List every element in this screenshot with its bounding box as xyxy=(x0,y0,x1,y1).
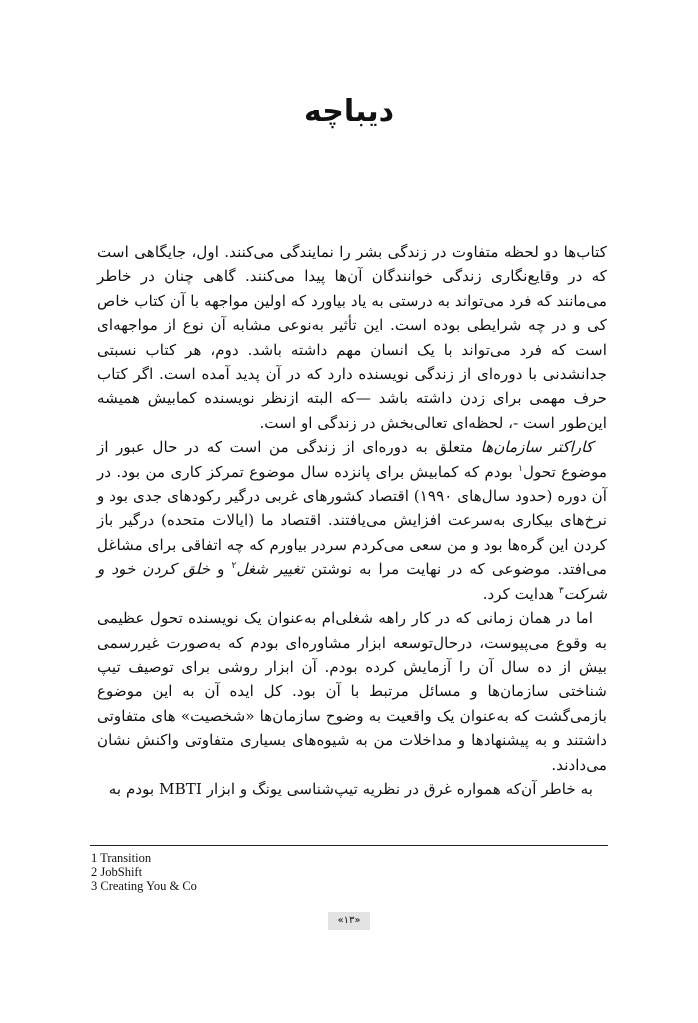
paragraph-3: اما در همان زمانی که در کار راهه شغلی‌ام به‌عنوان یک نویسنده تحول عظیمی به وقوع می‌پیوست، درحال‌توسعه ابزار مشاوره‌ای بودم که به‌صورت غیررسمی بیش از ده سال آن را آزمایش کرده بودم. آن ابزار روشی برای توصیف تیپ شناختی سازمان‌ها و مسائل مرتبط با آن بود. کل ایده آن به این موضوع بازمی‌گشت که به‌عنوان یک واقعیت به وضوح سازمان‌ها «شخصیت» های متفاوتی داشتند و به پیشنهادها و مداخلات من به شیوه‌های بسیاری متفاوتی واکنش نشان می‌دادند. xyxy=(97,609,607,774)
paragraph-2-text-1: متعلق به دوره‌ای از زندگی من است که در حال عبور از موضوع تحول xyxy=(97,438,607,481)
book-title-jobshift: تغییر شغل xyxy=(236,560,305,579)
paragraph-2-text-4: هدایت کرد. xyxy=(482,584,559,603)
footnote-2: 2 JobShift xyxy=(91,865,143,879)
book-title-organization-character: کاراکتر سازمان‌ها xyxy=(480,438,594,457)
footnotes xyxy=(91,851,491,893)
book-title-creating-you: خلق کردن خود و شرکت xyxy=(97,560,607,603)
footnote-ref-3: ۳ xyxy=(558,585,564,596)
chapter-title: دیباچه xyxy=(304,94,394,129)
paragraph-4: به خاطر آن‌که همواره غرق در نظریه تیپ‌شناسی یونگ و ابزار MBTI بودم به xyxy=(108,779,593,798)
paragraph-2-text-3: و xyxy=(210,560,232,579)
footnote-divider xyxy=(90,845,608,846)
paragraph-1: کتاب‌ها دو لحظه متفاوت در زندگی بشر را نمایندگی می‌کنند. اول، جایگاهی است که در وقایع‌نگاری زندگی خوانندگان آن‌ها پیدا می‌کنند. گاهی چنان در خاطر می‌مانند که فرد می‌تواند به درستی به یاد بیاورد که اولین مواجهه با آن کتاب خاص کی و در چه شرایطی بوده است. این تأثیر به‌نوعی مشابه آن نوع از مواجهه‌ای است که فرد می‌تواند با یک انسان مهم داشته باشد. دوم، هر کتاب نسبتی جدانشدنی با دوره‌ای از زندگی نویسنده دارد که در آن پدید آمده است. اگر کتاب حرف مهمی برای زدن داشته باشد —که البته ازنظر نویسنده کمابیش همیشه این‌طور است -، لحظه‌ای تعالی‌بخش در زندگی او است. xyxy=(97,243,607,432)
paragraph-2-text-2: بودم که کمابیش برای پانزده سال موضوع تمرکز کاری من بود. در آن دوره (حدود سال‌های ۱۹۹۰) اقتصاد کشورهای غربی درگیر رکودهای جدی بود و نرخ‌های بیکاری به‌سرعت افزایش می‌یافتند. اقتصاد ما (ایالات متحده) درگیر باز کردن این گره‌ها بود و من سعی می‌کردم سردر بیاورم که چه اتفاقی برای مشاغل می‌افتد. موضوعی که در نهایت مرا به نوشتن xyxy=(97,462,607,579)
footnote-1: 1 Transition xyxy=(91,851,152,865)
footnote-3: 3 Creating You & Co xyxy=(91,879,197,893)
body-text xyxy=(97,240,607,801)
footnote-ref-1: ۱ xyxy=(518,463,523,474)
page-number: «۱۳» xyxy=(328,912,370,930)
paragraph-2 xyxy=(97,435,607,606)
footnote-ref-2: ۲ xyxy=(231,561,237,572)
